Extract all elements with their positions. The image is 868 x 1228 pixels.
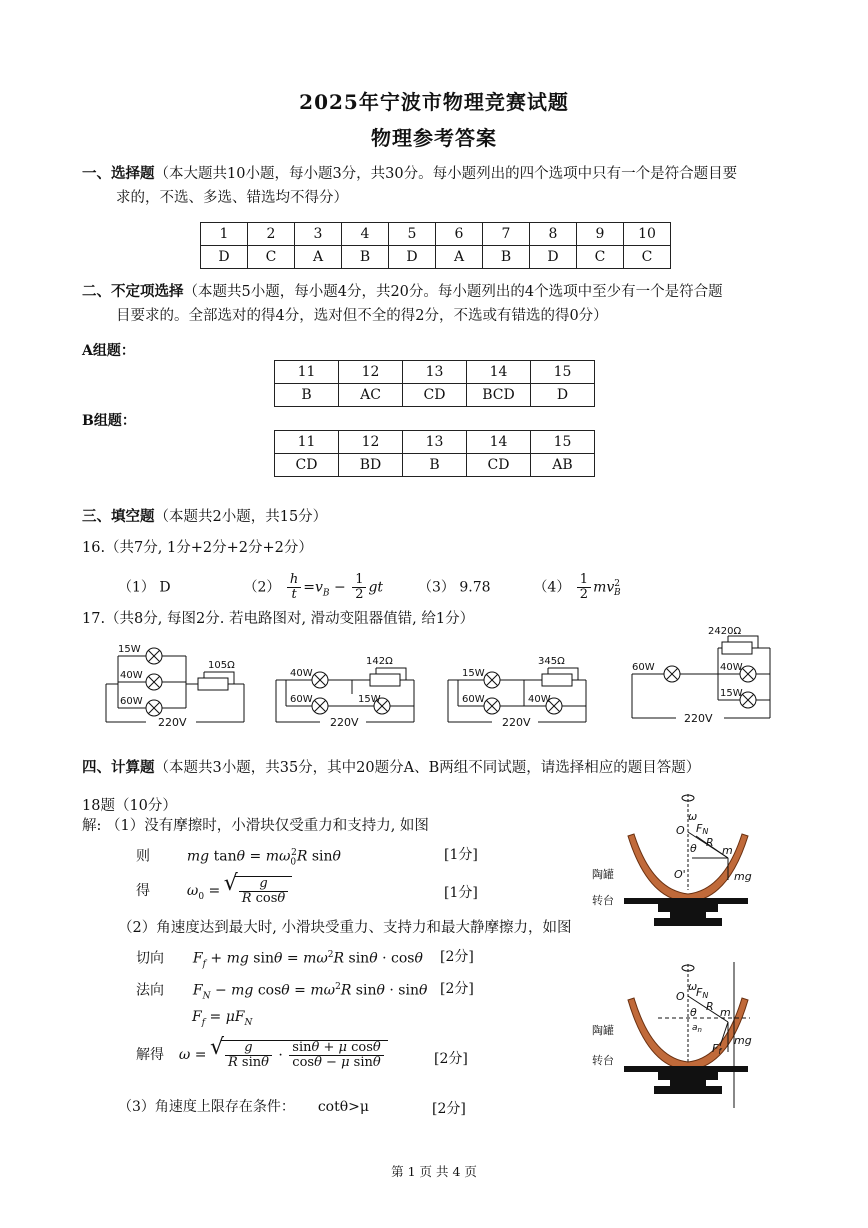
figure-bowl-1 bbox=[588, 790, 758, 930]
eq-1: 则 mg $\tan\theta = m\omega_0^2R$ sinθ bbox=[136, 848, 341, 868]
circuit-1 bbox=[106, 644, 244, 729]
ff-label-2: Ff bbox=[712, 1042, 722, 1056]
answer-cell: CD bbox=[467, 454, 531, 477]
section-2-header: 二、不定项选择（本题共5小题，每小题4分，共20分。每小题列出的4个选项中至少有一个是符合题 目要求的。全部选对的得4分，选对但不全的得2分，不选或有错选的得0分） bbox=[82, 283, 723, 324]
q18-header: 18题（10分） bbox=[82, 798, 177, 814]
answer-cell: CD bbox=[403, 384, 467, 407]
score-4: [2分] bbox=[440, 981, 474, 997]
solution-part-2: （2）角速度达到最大时, 小滑块受重力、支持力和最大静摩擦力，如图 bbox=[118, 920, 572, 936]
answer-cell: 12 bbox=[339, 431, 403, 454]
eq-6: 解得 ω = √ $\frac{g}{\text{R sinθ}}$ · $\frac{\text{sinθ + μ cosθ}}{\text{cosθ − μ sinθ}}$ bbox=[136, 1040, 388, 1070]
label-zhuantai-1: 转台 bbox=[592, 894, 614, 907]
eq-5: $F_f = \mu F_N$ bbox=[192, 1009, 253, 1028]
answer-cell: 9 bbox=[577, 223, 624, 246]
circuit-3-lamp-2: 40W bbox=[528, 694, 551, 705]
point-o-label-1: O bbox=[676, 824, 685, 837]
circuit-4-resistor-label: 2420Ω bbox=[708, 626, 742, 637]
circuit-4-lamp-1: 60W bbox=[632, 662, 655, 673]
solution-part-1: 解: （1）没有摩擦时，小滑块仅受重力和支持力, 如图 bbox=[82, 818, 429, 834]
answer-cell: 11 bbox=[275, 431, 339, 454]
group-a-label: A组题： bbox=[82, 343, 135, 359]
mg-label-1: mg bbox=[734, 870, 752, 883]
circuit-4-lamp-3: 15W bbox=[720, 688, 743, 699]
circuit-1-voltage: 220V bbox=[158, 716, 187, 729]
label-taoguan-1: 陶罐 bbox=[592, 868, 614, 881]
answer-cell: A bbox=[295, 246, 342, 269]
answer-cell: 15 bbox=[531, 431, 595, 454]
answer-table-1 bbox=[200, 222, 671, 269]
circuit-2 bbox=[276, 656, 414, 729]
score-6: [2分] bbox=[432, 1101, 466, 1117]
label-zhuantai-2: 转台 bbox=[592, 1054, 614, 1067]
circuit-3-lamp-3: 60W bbox=[462, 694, 485, 705]
answer-cell: 10 bbox=[624, 223, 671, 246]
circuit-2-resistor-label: 142Ω bbox=[366, 656, 393, 667]
answer-cell: C bbox=[624, 246, 671, 269]
circuit-4-voltage: 220V bbox=[684, 712, 713, 725]
circuit-2-lamp-1: 40W bbox=[290, 668, 313, 679]
fn-label-2: FN bbox=[696, 986, 709, 1000]
page-subtitle: 物理参考答案 bbox=[371, 126, 497, 150]
section-4-header: 四、计算题（本题共3小题，共35分，其中20题分A、B两组不同试题，请选择相应的题目答题） bbox=[82, 759, 701, 776]
page-footer: 第 1 页 共 4 页 bbox=[391, 1164, 477, 1179]
circuit-diagrams bbox=[96, 626, 776, 734]
answer-cell: B bbox=[342, 246, 389, 269]
an-label-2: $a_n$ bbox=[692, 1023, 702, 1034]
answer-cell: 14 bbox=[467, 431, 531, 454]
answer-cell: D bbox=[389, 246, 436, 269]
circuit-2-lamp-3: 60W bbox=[290, 694, 313, 705]
circuit-2-lamp-2: 15W bbox=[358, 694, 381, 705]
answer-cell: 8 bbox=[530, 223, 577, 246]
answer-cell: BCD bbox=[467, 384, 531, 407]
theta-label-2: θ bbox=[690, 1006, 697, 1019]
section-1-header: 一、选择题（本大题共10小题，每小题3分，共30分。每小题列出的四个选项中只有一个是符合题目要 求的，不选、多选、错选均不得分） bbox=[82, 165, 738, 206]
m-label-1: m bbox=[722, 844, 733, 857]
q16-answers: （1） D （2） $\frac{h}{t}$ $=v_B$ − $\frac{1}{2}$ gt （3） 9.78 （4） $\frac{1}{2}$ $mv^2_B$ bbox=[118, 572, 621, 603]
answer-cell: C bbox=[577, 246, 624, 269]
solution-part-3: （3）角速度上限存在条件： cotθ>μ bbox=[118, 1099, 369, 1115]
score-2: [1分] bbox=[444, 885, 478, 901]
r-label-2: R bbox=[706, 1000, 714, 1013]
eq-2: 得 $\omega_0$ = √ $\frac{g}{\text{R cosθ}}$ bbox=[136, 876, 292, 908]
circuit-3 bbox=[448, 656, 586, 729]
answer-cell: D bbox=[531, 384, 595, 407]
answer-cell: B bbox=[483, 246, 530, 269]
figure-bowl-2 bbox=[588, 960, 758, 1110]
answer-cell: D bbox=[201, 246, 248, 269]
answer-cell: 13 bbox=[403, 431, 467, 454]
answer-cell: 4 bbox=[342, 223, 389, 246]
score-1: [1分] bbox=[444, 847, 478, 863]
answer-cell: 3 bbox=[295, 223, 342, 246]
answer-cell: AC bbox=[339, 384, 403, 407]
answer-cell: 15 bbox=[531, 361, 595, 384]
q17-header: 17.（共8分, 每图2分. 若电路图对, 滑动变阻器值错, 给1分） bbox=[82, 611, 475, 627]
circuit-3-lamp-1: 15W bbox=[462, 668, 485, 679]
answer-cell: 7 bbox=[483, 223, 530, 246]
fn-label-1: FN bbox=[696, 822, 709, 836]
answer-cell: BD bbox=[339, 454, 403, 477]
circuit-1-lamp-1: 15W bbox=[118, 644, 141, 655]
answer-cell: 6 bbox=[436, 223, 483, 246]
circuit-3-voltage: 220V bbox=[502, 716, 531, 729]
group-b-label: B组题： bbox=[82, 413, 136, 429]
answer-cell: 2 bbox=[248, 223, 295, 246]
answer-cell: C bbox=[248, 246, 295, 269]
page-title: 2025年宁波市物理竞赛试题 bbox=[299, 90, 569, 114]
answer-cell: A bbox=[436, 246, 483, 269]
score-5: [2分] bbox=[434, 1051, 468, 1067]
answer-cell: 11 bbox=[275, 361, 339, 384]
circuit-4-lamp-2: 40W bbox=[720, 662, 743, 673]
omega-label-1: ω bbox=[688, 810, 698, 823]
label-taoguan-2: 陶罐 bbox=[592, 1024, 614, 1037]
circuit-3-resistor-label: 345Ω bbox=[538, 656, 565, 667]
mg-label-2: mg bbox=[734, 1034, 752, 1047]
eq-3: 切向 $F_f$ + mg $\sin\theta = m\omega^2R$ sinθ · cosθ bbox=[136, 950, 423, 970]
r-label-1: R bbox=[706, 836, 714, 849]
circuit-2-voltage: 220V bbox=[330, 716, 359, 729]
circuit-1-resistor-label: 105Ω bbox=[208, 660, 235, 671]
eq-4: 法向 $F_N$ − mg $\cos\theta = m\omega^2R$ sinθ · sinθ bbox=[136, 982, 428, 1002]
answer-cell: 14 bbox=[467, 361, 531, 384]
answer-cell: 13 bbox=[403, 361, 467, 384]
answer-table-a bbox=[274, 360, 595, 407]
q16-header: 16.（共7分, 1分+2分+2分+2分） bbox=[82, 540, 313, 556]
answer-cell: AB bbox=[531, 454, 595, 477]
circuit-4 bbox=[632, 626, 770, 725]
answer-cell: 5 bbox=[389, 223, 436, 246]
score-3: [2分] bbox=[440, 949, 474, 965]
m-label-2: m bbox=[720, 1006, 731, 1019]
answer-table-b bbox=[274, 430, 595, 477]
answer-cell: CD bbox=[275, 454, 339, 477]
answer-cell: D bbox=[530, 246, 577, 269]
section-3-header: 三、填空题（本题共2小题，共15分） bbox=[82, 508, 328, 525]
point-o-prime-label-1: O' bbox=[674, 868, 686, 881]
answer-cell: 1 bbox=[201, 223, 248, 246]
circuit-1-lamp-2: 40W bbox=[120, 670, 143, 681]
answer-cell: B bbox=[275, 384, 339, 407]
point-o-label-2: O bbox=[676, 990, 685, 1003]
answer-cell: 12 bbox=[339, 361, 403, 384]
omega-label-2: ω bbox=[688, 980, 698, 993]
answer-cell: B bbox=[403, 454, 467, 477]
circuit-1-lamp-3: 60W bbox=[120, 696, 143, 707]
theta-label-1: θ bbox=[690, 842, 697, 855]
